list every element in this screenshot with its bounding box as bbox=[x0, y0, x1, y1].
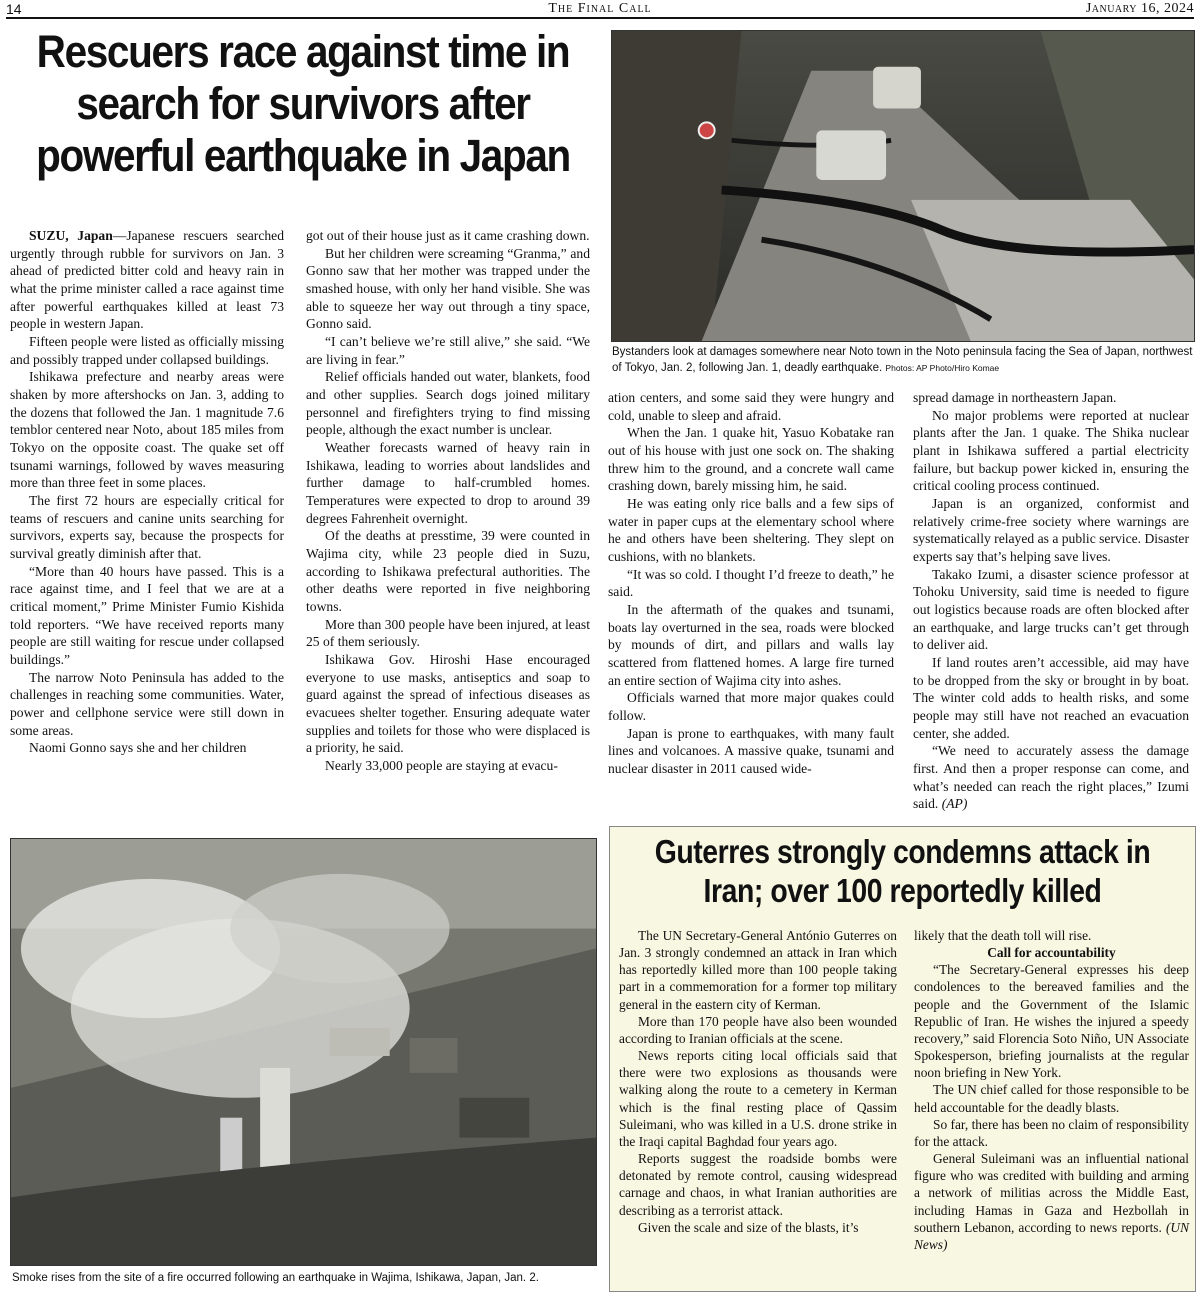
paragraph: Weather forecasts warned of heavy rain in Ishikawa, leading to worries about landslides and further damage to half-crumbled homes. Temperatures were expected to drop to around 39 degrees Fahrenheit overnight. bbox=[306, 440, 590, 526]
paragraph: Officials warned that more major quakes could follow. bbox=[608, 690, 894, 724]
paragraph: Fifteen people were listed as officially missing and possibly trapped under collapsed buildings. bbox=[10, 334, 284, 367]
issue-date: January 16, 2024 bbox=[1085, 1, 1194, 16]
author-credit: (AP) bbox=[941, 796, 968, 812]
paragraph: The narrow Noto Peninsula has added to the challenges in reaching some communities. Water, power and cellphone service were still down in some areas. bbox=[10, 669, 284, 738]
sidebar-subhead: Call for accountability bbox=[987, 945, 1116, 961]
paragraph: The first 72 hours are especially critical for teams of rescuers and canine units searching for survivors, experts say, because the prospects for survival greatly diminish after that. bbox=[10, 493, 284, 562]
article-column-1 bbox=[10, 227, 284, 757]
paragraph: The UN Secretary-General António Guterres on Jan. 3 strongly condemned an attack in Iran which has reportedly killed more than 100 people taking part in a commemoration for a former top military general in the eastern city of Kerman. bbox=[619, 928, 897, 1012]
sidebar-column-1 bbox=[619, 927, 897, 1236]
paragraph: “I can’t believe we’re still alive,” she said. “We are living in fear.” bbox=[306, 334, 590, 367]
paragraph: Naomi Gonno says she and her children bbox=[29, 740, 247, 756]
road-caption-text: Bystanders look at damages somewhere near Noto town in the Noto peninsula facing the Sea of Japan, northwest of Tokyo, Jan. 2, following Jan. 1, deadly earthquake. bbox=[612, 346, 1193, 374]
author-credit: (UN News) bbox=[914, 1219, 1189, 1252]
paragraph: More than 300 people have been injured, at least 25 of them seriously. bbox=[306, 616, 590, 650]
paragraph: So far, there has been no claim of responsibility for the attack. bbox=[914, 1116, 1189, 1149]
paragraph: He was eating only rice balls and a few sips of water in paper cups at the elementary school where he and others have been sheltering. They slept on cushions, with no blankets. bbox=[608, 496, 894, 565]
paragraph: When the Jan. 1 quake hit, Yasuo Kobatake ran out of his house with just one sock on. The shaking threw him to the ground, and a concrete wall came crashing down, barely missing him, he said. bbox=[608, 425, 894, 494]
page-header bbox=[6, 0, 1194, 19]
paragraph: News reports citing local officials said that there were two explosions as thousands were walking along the route to a cemetery in Kerman which is the final resting place of Qassim Suleimani, who was killed in a U.S. drone strike in the Iraqi capital Baghdad four years ago. bbox=[619, 1048, 897, 1149]
sidebar-headline: Guterres strongly condemns attack in Iran; over 100 reportedly killed bbox=[654, 833, 1151, 909]
page-number: 14 bbox=[6, 1, 22, 17]
paragraph: In the aftermath of the quakes and tsunami, boats lay overturned in the sea, roads were blocked by mounds of dirt, and pillars and walls lay scattered from flattened homes. A large fire turned an entire section of Wajima city into ashes. bbox=[608, 602, 894, 688]
paragraph: “More than 40 hours have passed. This is a race against time, and I feel that we are at a critical moment,” Prime Minister Fumio Kishida told reporters. “We have received reports many people are still waiting for rescue under collapsed buildings.” bbox=[10, 563, 284, 668]
paragraph: “The Secretary-General expresses his deep condolences to the bereaved families and the people and the Government of the Islamic Republic of Iran. He wishes the injured a speedy recovery,” said Florencia Soto Niño, UN Associate Spokesperson, briefing journalists at the regular noon briefing in New York. bbox=[914, 962, 1189, 1081]
paragraph: Japan is prone to earthquakes, with many fault lines and volcanoes. A massive quake, tsunami and nuclear disaster in 2011 caused wide- bbox=[608, 725, 894, 777]
paragraph: Takako Izumi, a disaster science professor at Tohoku University, said time is needed to figure out logistics because roads are often blocked after an earthquake, and large trucks can’t get through to deliver aid. bbox=[913, 566, 1189, 653]
wajima-fire-photo bbox=[10, 838, 597, 1266]
dateline: SUZU, Japan bbox=[29, 228, 113, 243]
paragraph: Ishikawa prefecture and nearby areas were shaken by more aftershocks on Jan. 3, adding to the dozens that followed the Jan. 1 magnitude 7.6 temblor centered near Noto, about 185 miles from Tokyo on the opposite coast. The quake set off tsunami warnings, followed by waves measuring more than three feet in some places. bbox=[10, 369, 284, 491]
paragraph: More than 170 people have also been wounded according to Iranian officials at the scene. bbox=[619, 1013, 897, 1046]
publication-name: The Final Call bbox=[548, 1, 652, 16]
paragraph: spread damage in northeastern Japan. bbox=[913, 390, 1117, 405]
paragraph: got out of their house just as it came crashing down. bbox=[306, 228, 590, 243]
paragraph: Given the scale and size of the blasts, it’s bbox=[638, 1219, 859, 1235]
road-damage-photo bbox=[611, 30, 1195, 342]
paragraph: Of the deaths at presstime, 39 were counted in Wajima city, while 23 people died in Suzu, according to Ishikawa prefectural authorities. The other deaths were reported in five neighboring towns. bbox=[306, 528, 590, 615]
paragraph: Japan is an organized, conformist and relatively crime-free society where warnings are systematically relayed as a public service. Disaster experts say that’s helping save lives. bbox=[913, 496, 1189, 565]
paragraph: Nearly 33,000 people are staying at evacu- bbox=[325, 758, 558, 774]
paragraph: Reports suggest the roadside bombs were detonated by remote control, causing widespread carnage and chaos, in what Iranian authorities are describing as a terrorist attack. bbox=[619, 1151, 897, 1218]
paragraph: ation centers, and some said they were hungry and cold, unable to sleep and afraid. bbox=[608, 390, 894, 423]
paragraph: Relief officials handed out water, blankets, food and other supplies. Search dogs joined military personnel and firefighters trying to find missing people, although the exact number is unclear. bbox=[306, 369, 590, 438]
paragraph: General Suleimani was an influential national figure who was credited with building and arming a network of militias across the Middle East, including Hamas in Gaza and Hezbollah in southern Lebanon, according to news reports. bbox=[914, 1151, 1189, 1235]
sidebar-story-box bbox=[609, 826, 1196, 1292]
paragraph: No major problems were reported at nuclear plants after the Jan. 1 quake. The Shika nuclear plant in Ishikawa suffered a partial electricity failure, but backup power kicked in, ensuring the critical cooling process continued. bbox=[913, 407, 1189, 494]
paragraph: likely that the death toll will rise. bbox=[914, 928, 1092, 943]
article-column-3 bbox=[608, 389, 894, 778]
paragraph: “It was so cold. I thought I’d freeze to death,” he said. bbox=[608, 566, 894, 600]
paragraph: If land routes aren’t accessible, aid may have to be dropped from the sky or brought in by boat. The winter cold adds to health risks, and some people may still have not reached an evacuation center, she added. bbox=[913, 655, 1189, 741]
article-column-4 bbox=[913, 389, 1189, 813]
photo-credit: Photos: AP Photo/Hiro Komae bbox=[885, 362, 1000, 373]
paragraph: “We need to accurately assess the damage first. And then a proper response can come, and what’s needed can reach the right places,” Izumi said. bbox=[913, 743, 1189, 812]
fire-photo-caption: Smoke rises from the site of a fire occurred following an earthquake in Wajima, Ishikawa, Japan, Jan. 2. bbox=[12, 1272, 539, 1284]
paragraph: But her children were screaming “Granma,” and Gonno saw that her mother was trapped under the smashed house, with only her hand visible. She was able to squeeze her way out through a tiny space, Gonno said. bbox=[306, 245, 590, 332]
main-headline: Rescuers race against time in search for survivors after powerful earthquake in Japan bbox=[36, 26, 570, 182]
paragraph: Ishikawa Gov. Hiroshi Hase encouraged everyone to use masks, antiseptics and soap to guard against the spread of infectious diseases as evacuees shelter together. Ensuring adequate water supplies and toilets for those who were displaced is a priority, he said. bbox=[306, 652, 590, 756]
paragraph: The UN chief called for those responsible to be held accountable for the deadly blasts. bbox=[914, 1082, 1189, 1115]
sidebar-column-2 bbox=[914, 927, 1189, 1253]
road-photo-caption bbox=[612, 345, 1194, 376]
article-column-2 bbox=[306, 227, 590, 775]
paragraph: —Japanese rescuers searched urgently through rubble for survivors on Jan. 3 ahead of predicted bitter cold and heavy rain in what the prime minister called a race against time after powerful earthquakes killed at least 73 people in western Japan. bbox=[10, 228, 284, 332]
